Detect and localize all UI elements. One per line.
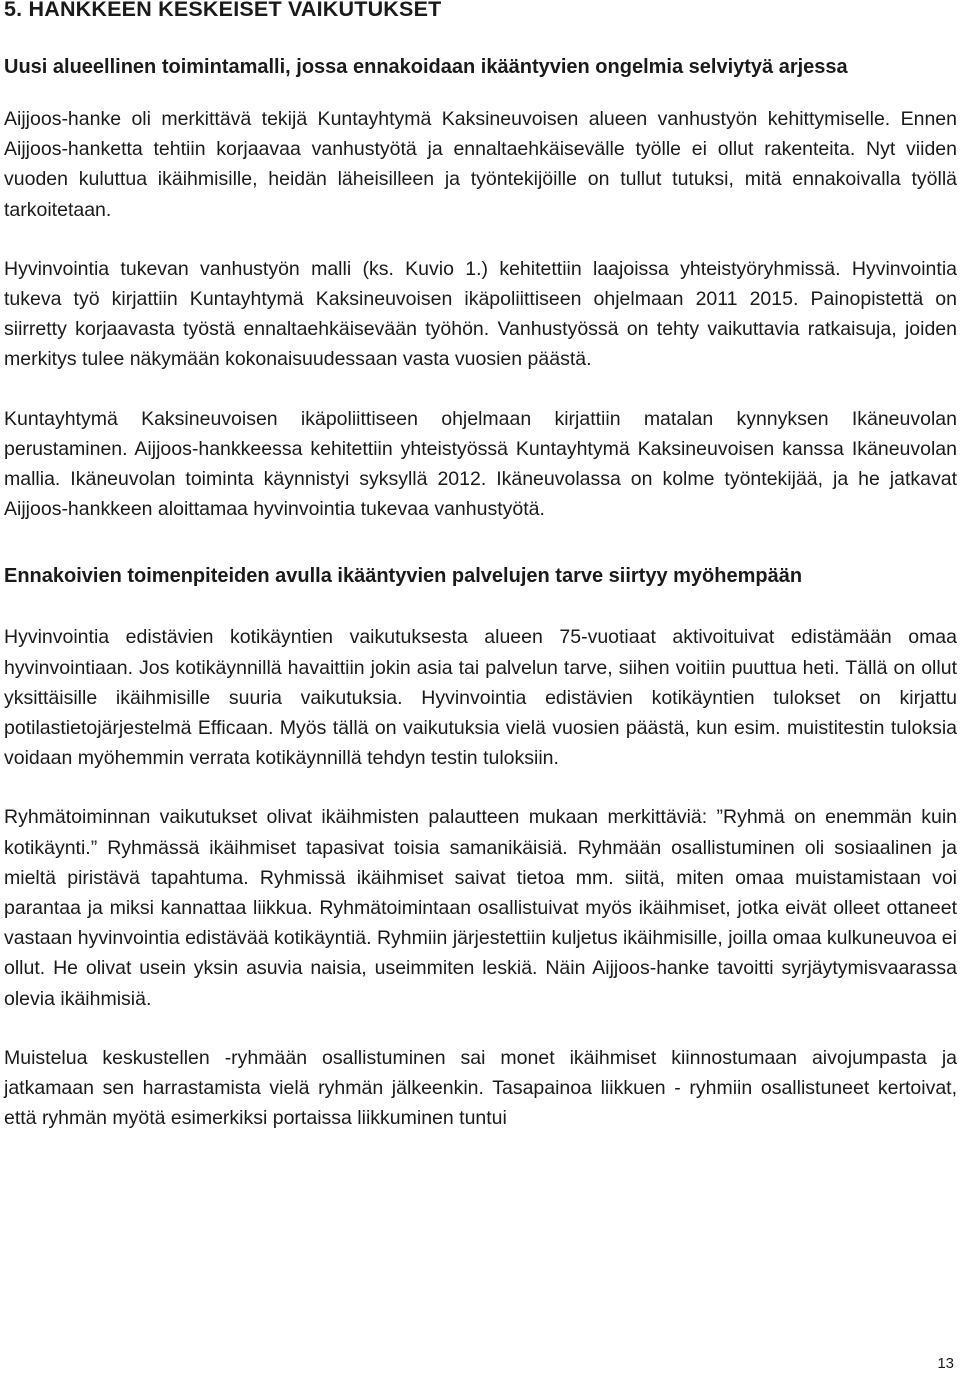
paragraph: Hyvinvointia tukevan vanhustyön malli (ks. Kuvio 1.) kehitettiin laajoissa yhteistyöryhmissä. Hyvinvointia tukeva työ kirjattiin Kuntayhtymä Kaksineuvoisen ikäpoliittiseen ohjelmaan 2011 2015. Painopistettä on siirretty korjaavasta työstä ennaltaehkäisevään työhön. Vanhustyössä on tehty vaikuttavia ratkaisuja, joiden merkitys tulee näkymään kokonaisuudessaan vasta vuosien päästä. bbox=[4, 257, 957, 371]
paragraph: Muistelua keskustellen -ryhmään osallistuminen sai monet ikäihmiset kiinnostumaan aivojumpasta ja jatkamaan sen harrastamista vielä ryhmän jälkeenkin. Tasapainoa liikkuen - ryhmiin osallistuneet kertoivat, että ryhmän myötä esimerkiksi portaissa liikkuminen tuntui bbox=[4, 1046, 957, 1130]
paragraph: Kuntayhtymä Kaksineuvoisen ikäpoliittiseen ohjelmaan kirjattiin matalan kynnyksen Ikäneuvolan perustaminen. Aijjoos-hankkeessa kehitettiin yhteistyössä Kuntayhtymä Kaksineuvoisen kanssa Ikäneuvolan mallia. Ikäneuvolan toiminta käynnistyi syksyllä 2012. Ikäneuvolassa on kolme työntekijää, ja he jatkavat Aijjoos-hankkeen aloittamaa hyvinvointia tukevaa vanhustyötä. bbox=[4, 407, 957, 521]
document-page bbox=[4, 0, 957, 1133]
paragraph: Ryhmätoiminnan vaikutukset olivat ikäihmisten palautteen mukaan merkittäviä: ”Ryhmä on enemmän kuin kotikäynti.” Ryhmässä ikäihmiset tapasivat toisia samanikäisiä. Ryhmään osallistuminen oli sosiaalinen ja mieltä piristävä tapahtuma. Ryhmissä ikäihmiset saivat tietoa mm. siitä, miten omaa muistamistaan voi parantaa ja miksi kannattaa liikkua. Ryhmätoimintaan osallistuivat myös ikäihmiset, jotka eivät olleet ottaneet vastaan hyvinvointia edistävää kotikäyntiä. Ryhmiin järjestettiin kuljetus ikäihmisille, joilla omaa kulkuneuvoa ei ollut. He olivat usein yksin asuvia naisia, useimmiten leskiä. Näin Aijjoos-hanke tavoitti syrjäytymisvaarassa olevia ikäihmisiä. bbox=[4, 806, 957, 1010]
chapter-heading: 5. HANKKEEN KESKEISET VAIKUTUKSET bbox=[4, 0, 442, 21]
paragraph: Aijjoos-hanke oli merkittävä tekijä Kuntayhtymä Kaksineuvoisen alueen vanhustyön kehittymiselle. Ennen Aijjoos-hanketta tehtiin korjaavaa vanhustyötä ja ennaltaehkäisevälle työlle ei ollut rakenteita. Nyt viiden vuoden kuluttua ikäihmisille, heidän läheisilleen ja työntekijöille on tullut tutuksi, mitä ennakoivalla työllä tarkoitetaan. bbox=[4, 108, 957, 221]
section-heading-2: Ennakoivien toimenpiteiden avulla ikääntyvien palvelujen tarve siirtyy myöhempään bbox=[4, 565, 803, 588]
paragraph: Hyvinvointia edistävien kotikäyntien vaikutuksesta alueen 75-vuotiaat aktivoituivat edistämään omaa hyvinvointiaan. Jos kotikäynnillä havaittiin jokin asia tai palvelun tarve, siihen voitiin puuttua heti. Tällä on ollut yksittäisille ikäihmisille suuria vaikutuksia. Hyvinvointia edistävien kotikäyntien tulokset on kirjattu potilastietojärjestelmä Efficaan. Myös tällä on vaikutuksia vielä vuosien päästä, kun esim. muistitestin tuloksia voidaan myöhemmin verrata kotikäynnillä tehdyn testin tuloksiin. bbox=[4, 626, 957, 770]
page-number: 13 bbox=[937, 1355, 954, 1372]
section-heading-1: Uusi alueellinen toimintamalli, jossa ennakoidaan ikääntyvien ongelmia selviytyä arjessa bbox=[4, 56, 848, 78]
